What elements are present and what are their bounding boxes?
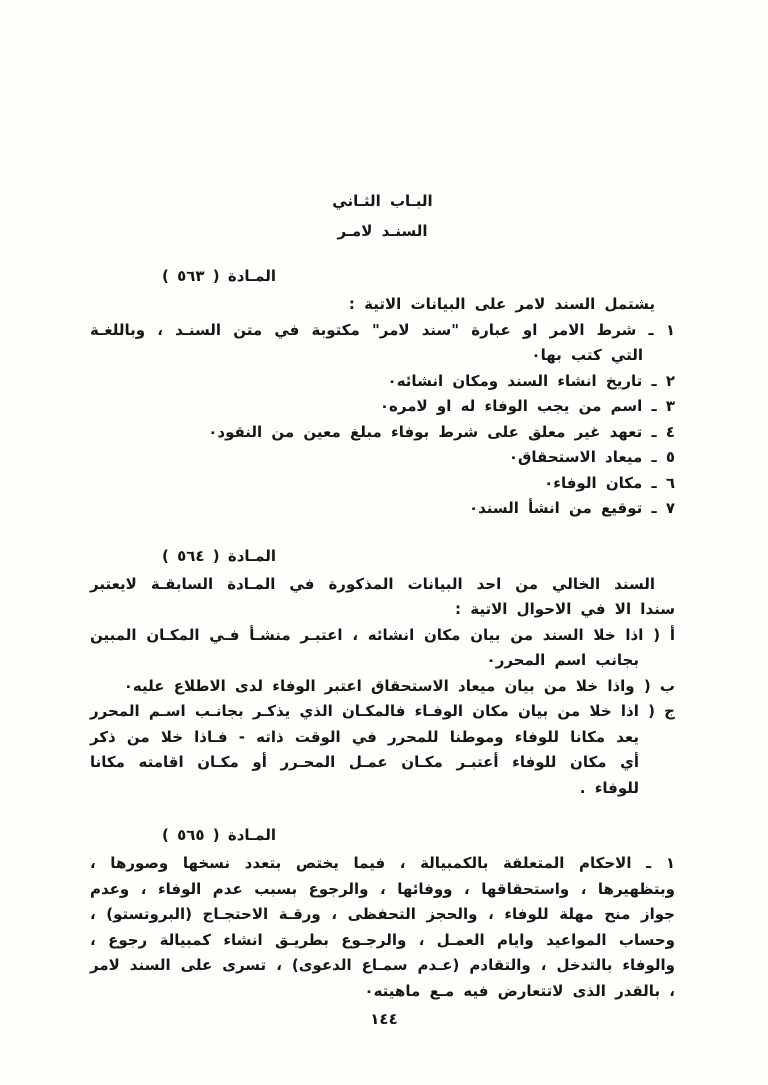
article-563-item-4: ٤ ـ تعهد غير معلق على شرط بوفاء مبلغ معين من النقود٠	[208, 422, 675, 441]
article-565	[90, 823, 675, 1004]
page-content	[90, 190, 675, 1004]
article-564-item-c: ج ( اذا خلا من بيان مكان الوفـاء فالمكـان الذي يذكـر بجانـب اسـم المحرر يعد مكانا للوفاء وموطنا للمحرر في الوقت ذاته - فـاذا خلا من ذكر أي مكان للوفاء أعتبـر مكـان عمـل المحـرر أو مكـان اقامته مكانا للوفاء .	[90, 702, 675, 797]
article-563-item-6: ٦ ـ مكان الوفاء٠	[544, 473, 675, 492]
article-564-item-a: أ ( اذا خلا السند من بيان مكان انشائه ، اعتبـر منشـأ فـي المكـان المبين بجانب اسم المحرر٠	[90, 625, 675, 669]
article-563-item-5: ٥ ـ ميعاد الاستحقاق٠	[508, 448, 675, 466]
article-563-item-2: ٢ ـ تاريخ انشاء السند ومكان انشائه٠	[387, 371, 675, 390]
article-563-heading: المـادة ( ٥٦٣ )	[162, 267, 276, 285]
page-number: ١٤٤	[370, 1010, 398, 1028]
chapter-title: البـاب الثـاني	[332, 192, 433, 210]
article-563	[90, 264, 675, 522]
article-564-intro: السند الخالي من احد البيانات المذكورة في المـادة السابقـة لايعتبر سندا الا في الاحوال الاتية :	[90, 574, 675, 618]
article-563-item-7: ٧ ـ توقيع من انشأ السند٠	[468, 499, 675, 517]
chapter-subtitle: السنـد لامـر	[337, 222, 428, 240]
article-564-heading: المـادة ( ٥٦٤ )	[162, 546, 276, 565]
article-564-item-b: ب ( واذا خلا من بيان ميعاد الاستحقاق اعتبر الوفاء لدى الاطلاع عليه٠	[123, 676, 675, 695]
article-563-intro: يشتمل السند لامر على البيانات الاتية :	[348, 295, 655, 313]
article-564	[90, 544, 675, 802]
article-565-item-1: ١ ـ الاحكام المتعلقة بالكمبيالة ، فيما يختص بتعدد نسخها وصورها ، وبتظهيرها ، واستحقاقها ، ووفائها ، والرجوع بسبب عدم الوفاء ، وعدم جواز منح مهلة للوفاء ، والحجز التحفظى ، ورقـة الاحتجـاج (البروتستو) ، وحساب المواعيد وايام العمـل ، والرجـوع بطريـق انشاء كمبيالة رجوع ، والوفاء بالتدخل ، والتقادم (عـدم سمـاع الدعوى) ، تسرى على السند لامر ، بالقدر الذى لاتتعارض فيه مـع ماهيته٠	[90, 854, 675, 1000]
article-563-item-1: ١ ـ شرط الامر او عبارة "سند لامر" مكتوبة في متن السنـد ، وباللغـة التي كتب بها٠	[90, 320, 675, 364]
article-563-item-3: ٣ ـ اسم من يجب الوفاء له او لامره٠	[379, 397, 675, 415]
article-565-heading: المـادة ( ٥٦٥ )	[162, 826, 276, 844]
